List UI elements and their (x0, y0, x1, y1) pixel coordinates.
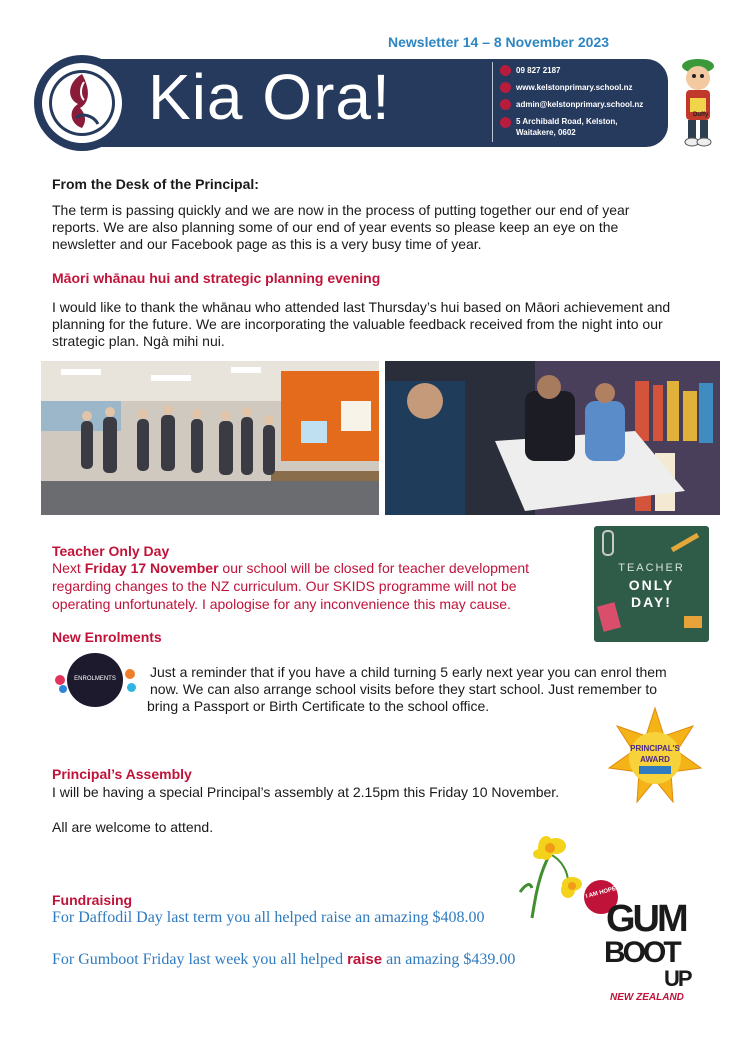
fundraising-raise-bold: raise (347, 951, 383, 968)
enrolments-line-2: now. We can also arrange school visits before they start school. Just remember to (150, 681, 658, 697)
dot-blue-icon (59, 685, 67, 693)
fundraising-line-1: For Daffodil Day last term you all helped raise an amazing $408.00 (52, 909, 485, 926)
principal-line-3: newsletter and our Facebook page as this is a very busy time of year. (52, 236, 482, 252)
logo-nz-text: NEW ZEALAND (610, 992, 684, 1003)
sign-line-3: DAY! (631, 594, 672, 610)
school-logo-icon (58, 68, 106, 138)
fundraising-line-2-post: an amazing $439.00 (382, 951, 516, 968)
award-text-line-1: PRINCIPAL'S (630, 744, 680, 753)
enrolments-line-1: Just a reminder that if you have a child turning 5 early next year you can enrol them (150, 664, 667, 680)
hui-line-2: planning for the future. We are incorporating the valuable feedback received from the night into our (52, 316, 663, 332)
enrolments-heading: New Enrolments (52, 629, 162, 645)
gumboot-up-logo (584, 880, 706, 1008)
daffodil-illustration (510, 832, 590, 920)
teacher-day-line-1-pre: Next (52, 560, 85, 576)
contact-email[interactable]: admin@kelstonprimary.school.nz (516, 100, 644, 109)
location-pin-icon (500, 117, 511, 128)
contact-address-line1: 5 Archibald Road, Kelston, (516, 117, 618, 126)
dot-red-icon (55, 675, 65, 685)
mascot-illustration (672, 56, 724, 150)
pencil-icon (671, 533, 699, 552)
assembly-heading: Principal’s Assembly (52, 766, 192, 782)
dot-cyan-icon (127, 683, 136, 692)
sign-line-2: ONLY (628, 577, 675, 593)
logo-up-text: UP (664, 966, 691, 991)
contact-divider (492, 62, 493, 142)
fundraising-heading: Fundraising (52, 892, 133, 908)
hui-photo-planning (385, 361, 720, 515)
paperclip-icon (602, 530, 614, 556)
phone-icon (500, 65, 511, 76)
dot-orange-icon (125, 669, 135, 679)
fundraising-line-2 (52, 951, 515, 969)
hui-line-1: I would like to thank the whānau who attended last Thursday’s hui based on Māori achievement and (52, 299, 671, 315)
hui-line-3: strategic plan. Ngà mihi nui. (52, 333, 225, 349)
hui-photo-library (41, 361, 379, 515)
award-text-line-2: AWARD (640, 755, 670, 764)
globe-icon (500, 82, 511, 93)
principal-line-1: The term is passing quickly and we are now in the process of putting together our end of year (52, 202, 630, 218)
newsletter-issue: Newsletter 14 – 8 November 2023 (388, 34, 610, 50)
teacher-day-line-1 (52, 560, 529, 577)
contact-website[interactable]: www.kelstonprimary.school.nz (516, 83, 633, 92)
logo-boot-text: BOOT (604, 936, 679, 969)
hui-heading: Māori whānau hui and strategic planning evening (52, 270, 381, 286)
email-icon (500, 99, 511, 110)
principal-heading: From the Desk of the Principal: (52, 176, 259, 192)
assembly-line-2: All are welcome to attend. (52, 819, 214, 835)
mascot-label: Duffy (693, 112, 709, 118)
page-title: Kia Ora! (148, 61, 391, 133)
enrolments-badge (55, 653, 137, 707)
enrolments-badge-text: ENROLMENTS (74, 676, 116, 682)
teacher-day-line-2: regarding changes to the NZ curriculum. Our SKIDS programme will not be (52, 578, 517, 594)
eraser-icon (684, 616, 702, 628)
teacher-day-heading: Teacher Only Day (52, 543, 170, 559)
enrolments-line-3: bring a Passport or Birth Certificate to the school office. (147, 698, 490, 714)
sign-line-1: TEACHER (618, 562, 685, 574)
teacher-day-line-3: operating unfortunately. I apologise for any inconvenience this may cause. (52, 596, 511, 612)
assembly-line-1: I will be having a special Principal’s assembly at 2.15pm this Friday 10 November. (52, 784, 560, 800)
principal-line-2: reports. We are also planning some of our end of year events so please keep an eye on the (52, 219, 619, 235)
teacher-only-day-sign (594, 526, 709, 642)
logo-hope-text: I AM HOPE (585, 886, 617, 900)
contact-phone: 09 827 2187 (516, 66, 561, 75)
fundraising-line-2-pre: For Gumboot Friday last week you all helped (52, 951, 348, 968)
teacher-day-line-1-post: our school will be closed for teacher development (218, 560, 530, 576)
logo-gum-text: GUM (606, 898, 686, 940)
teacher-day-date: Friday 17 November (84, 560, 219, 576)
contact-address-line2: Waitakere, 0602 (516, 128, 576, 137)
